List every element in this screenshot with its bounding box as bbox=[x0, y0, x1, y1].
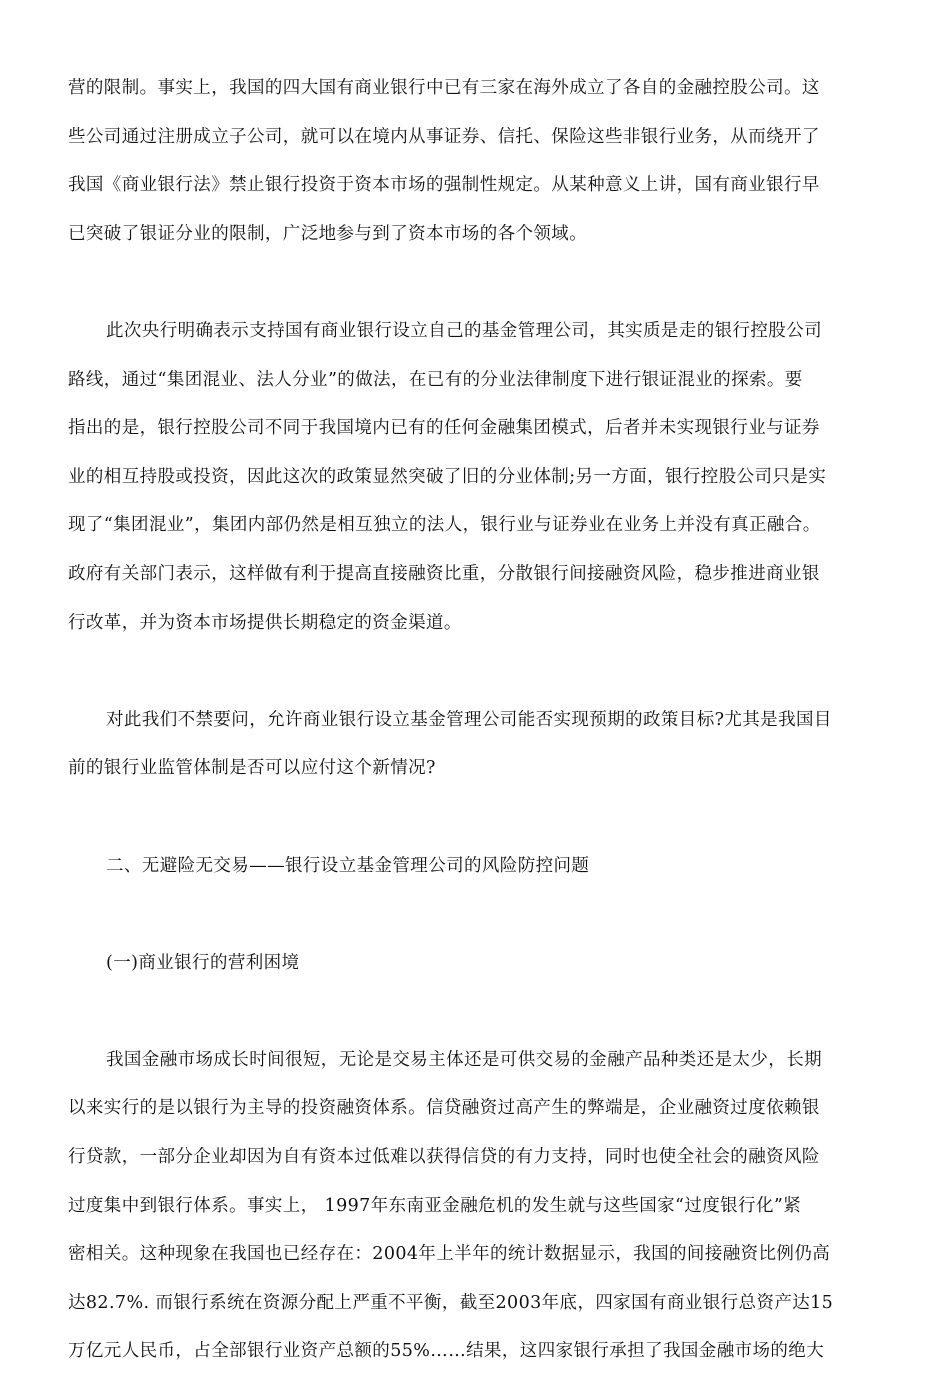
text-line: 过度集中到银行体系。事实上， 1997年东南亚金融危机的发生就与这些国家“过度银行化”紧 bbox=[68, 1195, 802, 1216]
section-heading bbox=[68, 842, 884, 891]
text-line: 以来实行的是以银行为主导的投资融资体系。信贷融资过高产生的弊端是，企业融资过度依赖银 bbox=[68, 1098, 820, 1119]
text-line: 政府有关部门表示，这样做有利于提高直接融资比重，分散银行间接融资风险，稳步推进商业银 bbox=[68, 563, 820, 584]
text-line: 我国《商业银行法》禁止银行投资于资本市场的强制性规定。从某种意义上讲，国有商业银行早 bbox=[68, 175, 820, 196]
text-line: 已突破了银证分业的限制，广泛地参与到了资本市场的各个领域。 bbox=[68, 223, 588, 244]
text-line: 指出的是，银行控股公司不同于我国境内已有的任何金融集团模式，后者并未实现银行业与证券 bbox=[68, 418, 820, 439]
text-line: 路线，通过“集团混业、法人分业”的做法，在已有的分业法律制度下进行银证混业的探索。要 bbox=[68, 369, 803, 390]
paragraph-spacer bbox=[68, 647, 884, 696]
text-line: 我国金融市场成长时间很短，无论是交易主体还是可供交易的金融产品种类还是太少，长期 bbox=[106, 1049, 822, 1070]
heading-text: (一)商业银行的营利困境 bbox=[106, 952, 300, 973]
text-line: 前的银行业监管体制是否可以应付这个新情况? bbox=[68, 758, 436, 779]
paragraph-spacer bbox=[68, 987, 884, 1036]
text-line: 万亿元人民币，占全部银行业资产总额的55%……结果，这四家银行承担了我国金融市场的绝大 bbox=[68, 1341, 825, 1362]
paragraph-spacer bbox=[68, 258, 884, 307]
text-line: 行改革，并为资本市场提供长期稳定的资金渠道。 bbox=[68, 612, 462, 633]
heading-text: 二、无避险无交易——银行设立基金管理公司的风险防控问题 bbox=[106, 855, 590, 876]
paragraph-spacer bbox=[68, 890, 884, 939]
text-line: 密相关。这种现象在我国也已经存在：2004年上半年的统计数据显示，我国的间接融资比例仍高 bbox=[68, 1244, 831, 1265]
paragraph-central-bank-support bbox=[68, 307, 884, 647]
paragraph-market-growth bbox=[68, 1036, 884, 1376]
document-page bbox=[68, 64, 884, 1376]
subsection-heading bbox=[68, 939, 884, 988]
text-line: 对此我们不禁要问，允许商业银行设立基金管理公司能否实现预期的政策目标?尤其是我国目 bbox=[106, 709, 832, 730]
text-line: 行贷款，一部分企业却因为自有资本过低难以获得信贷的有力支持，同时也使全社会的融资风险 bbox=[68, 1147, 820, 1168]
text-line: 达82.7%. 而银行系统在资源分配上严重不平衡，截至2003年底，四家国有商业银行总资产达15 bbox=[68, 1292, 834, 1313]
text-line: 些公司通过注册成立子公司，就可以在境内从事证券、信托、保险这些非银行业务，从而绕开了 bbox=[68, 126, 820, 147]
paragraph-spacer bbox=[68, 793, 884, 842]
text-line: 营的限制。事实上，我国的四大国有商业银行中已有三家在海外成立了各自的金融控股公司。这 bbox=[68, 78, 820, 98]
paragraph-banking-holding bbox=[68, 64, 884, 258]
paragraph-question bbox=[68, 696, 884, 793]
text-line: 现了“集团混业”，集团内部仍然是相互独立的法人，银行业与证券业在业务上并没有真正融合。 bbox=[68, 515, 821, 536]
text-line: 业的相互持股或投资，因此这次的政策显然突破了旧的分业体制;另一方面，银行控股公司只是实 bbox=[68, 466, 827, 487]
text-line: 此次央行明确表示支持国有商业银行设立自己的基金管理公司，其实质是走的银行控股公司 bbox=[106, 320, 822, 341]
